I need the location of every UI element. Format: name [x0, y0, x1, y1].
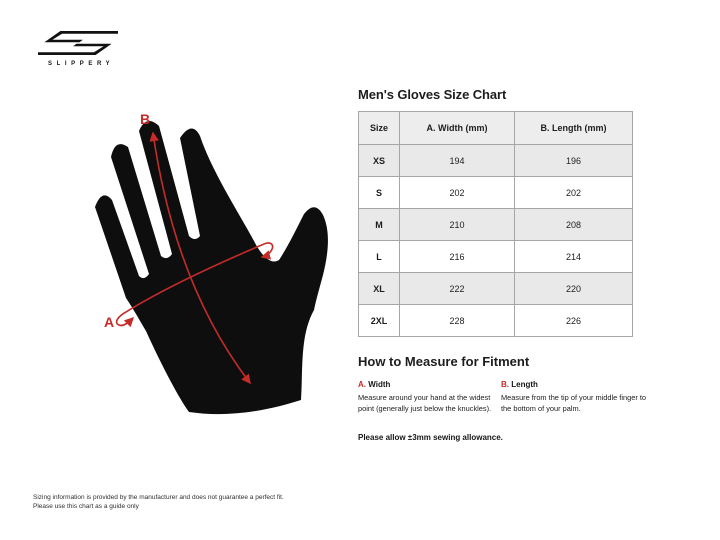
length-label: B: [140, 111, 151, 127]
size-cell: M: [359, 209, 400, 241]
disclaimer-line-1: Sizing information is provided by the manufacturer and does not guarantee a perfect fit.: [33, 494, 284, 501]
size-row-m: [359, 209, 633, 241]
length-cell: 214: [515, 241, 633, 273]
size-row-2xl: [359, 305, 633, 337]
measure-width-text: Measure around your hand at the widest point (generally just below the knuckles).: [358, 393, 492, 414]
size-cell: S: [359, 177, 400, 209]
width-cell: 222: [400, 273, 515, 305]
size-chart-title: Men's Gloves Size Chart: [358, 87, 507, 102]
how-to-measure-title: How to Measure for Fitment: [358, 354, 530, 369]
size-cell: L: [359, 241, 400, 273]
measure-length-label: Length: [511, 380, 538, 389]
size-row-xs: [359, 145, 633, 177]
measure-length-text: Measure from the tip of your middle finger to the bottom of your palm.: [501, 393, 647, 414]
column-header-size: Size: [359, 112, 400, 145]
brand-logo: [38, 30, 128, 67]
measure-length-instructions: [501, 380, 656, 414]
measure-width-label: Width: [368, 380, 391, 389]
disclaimer-line-2: Please use this chart as a guide only: [33, 503, 139, 511]
width-cell: 202: [400, 177, 515, 209]
column-header-width: A. Width (mm): [400, 112, 515, 145]
width-cell: 228: [400, 305, 515, 337]
size-cell: XL: [359, 273, 400, 305]
disclaimer: [33, 493, 284, 512]
size-table: [358, 111, 633, 337]
brand-name: SLIPPERY: [48, 61, 115, 67]
width-cell: 210: [400, 209, 515, 241]
size-row-l: [359, 241, 633, 273]
measure-length-key: B.: [501, 380, 509, 389]
sewing-allowance-note: Please allow ±3mm sewing allowance.: [358, 433, 503, 443]
measure-length-heading: [501, 380, 656, 389]
size-table-header-row: [359, 112, 633, 145]
size-row-xl: [359, 273, 633, 305]
length-cell: 208: [515, 209, 633, 241]
width-cell: 216: [400, 241, 515, 273]
column-header-length: B. Length (mm): [515, 112, 633, 145]
length-cell: 196: [515, 145, 633, 177]
width-cell: 194: [400, 145, 515, 177]
measure-width-instructions: [358, 380, 494, 414]
measure-width-heading: [358, 380, 494, 389]
size-row-s: [359, 177, 633, 209]
slippery-s-icon: [38, 30, 118, 56]
length-cell: 202: [515, 177, 633, 209]
size-cell: XS: [359, 145, 400, 177]
width-label: A: [104, 314, 115, 330]
how-to-measure-section: [358, 354, 658, 442]
size-cell: 2XL: [359, 305, 400, 337]
width-measure-curl: [262, 243, 273, 257]
length-cell: 226: [515, 305, 633, 337]
measure-width-key: A.: [358, 380, 366, 389]
length-cell: 220: [515, 273, 633, 305]
hand-measurement-diagram: [90, 110, 345, 425]
